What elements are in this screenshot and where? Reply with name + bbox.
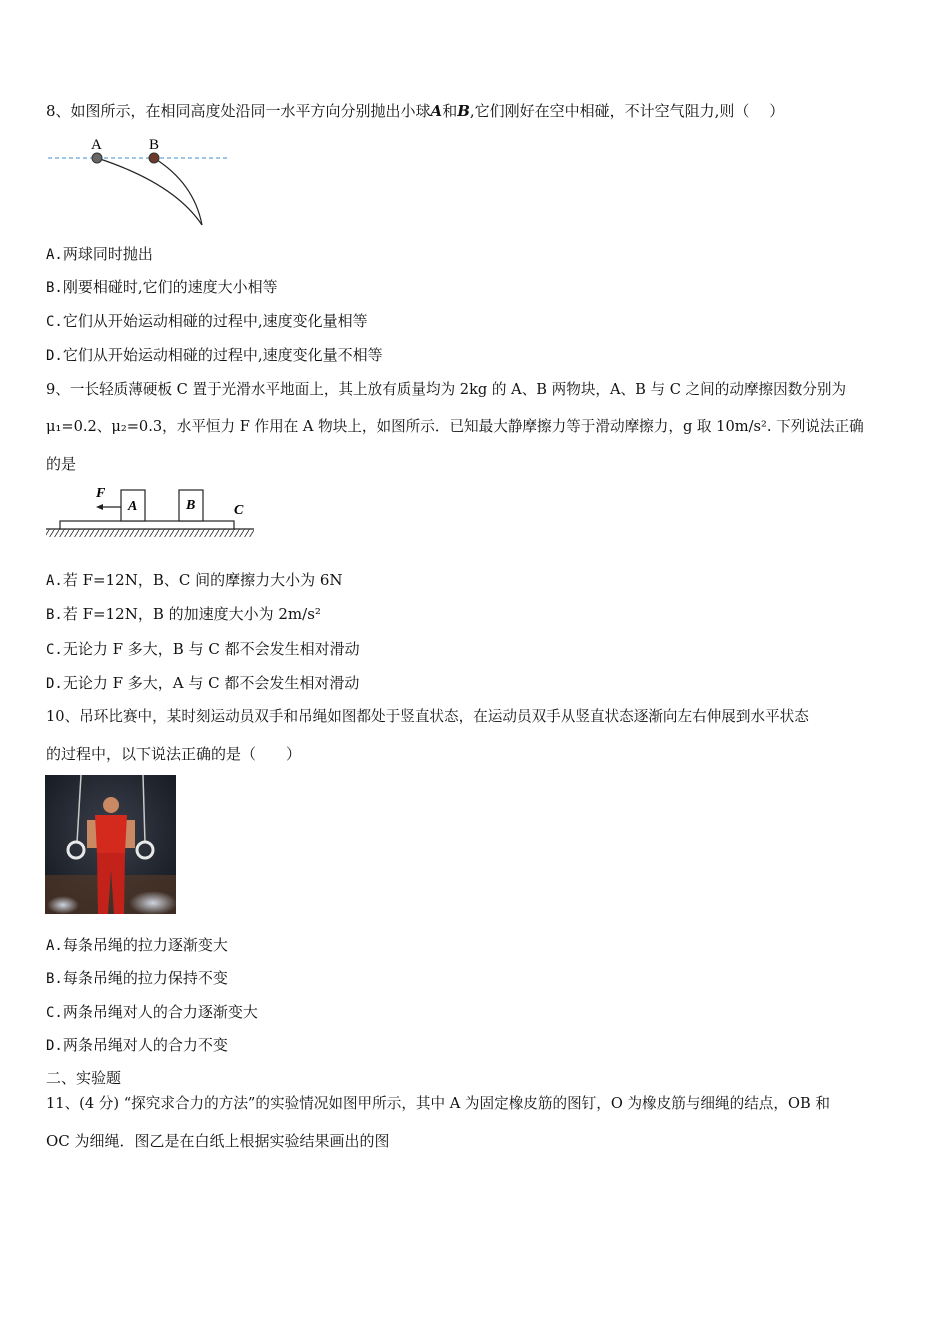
q8-label-b: B bbox=[149, 137, 160, 153]
q9-board-c bbox=[60, 521, 234, 529]
q10-gymnast-photo bbox=[45, 775, 176, 914]
q10-option-a bbox=[46, 935, 228, 956]
q9-stem-line1: 9、一长轻质薄硬板 C 置于光滑水平地面上，其上放有质量均为 2kg 的 A、B 两物块，A、B 与 C 之间的动摩擦因数分别为 bbox=[46, 381, 847, 398]
q10-option-a-text: 每条吊绳的拉力逐渐变大 bbox=[62, 936, 228, 954]
q8-option-b bbox=[46, 277, 278, 298]
q9-ground-hatch bbox=[46, 529, 254, 537]
q8-option-c-key: C. bbox=[46, 314, 63, 330]
q9-option-c bbox=[46, 639, 360, 660]
q8-option-a bbox=[46, 244, 153, 265]
q10-option-d bbox=[46, 1035, 228, 1056]
q8-ball-b bbox=[149, 153, 159, 163]
q8-stem-rest: ,它们刚好在空中相碰，不计空气阻力,则（ ） bbox=[469, 102, 785, 120]
q9-option-b-text: 若 F=12N，B 的加速度大小为 2m/s² bbox=[62, 605, 321, 623]
q8-stem-b: B bbox=[457, 102, 470, 120]
q9-option-a-text: 若 F=12N，B、C 间的摩擦力大小为 6N bbox=[62, 571, 343, 589]
q8-stem-a: A bbox=[430, 102, 443, 120]
q9-stem-line2: μ₁=0.2、μ₂=0.3，水平恒力 F 作用在 A 物块上，如图所示．已知最大静摩擦力等于滑动摩擦力，g 取 10m/s². 下列说法正确 bbox=[46, 418, 864, 435]
q8-option-d-key: D. bbox=[46, 348, 63, 364]
q9-label-f: F bbox=[96, 486, 106, 501]
q10-option-c-key: C. bbox=[46, 1005, 63, 1021]
q9-figure bbox=[44, 482, 258, 544]
q8-option-b-text: 刚要相碰时,它们的速度大小相等 bbox=[62, 278, 278, 296]
q10-option-d-text: 两条吊绳对人的合力不变 bbox=[62, 1036, 228, 1054]
q9-option-b-key: B. bbox=[46, 607, 63, 623]
q9-option-c-key: C. bbox=[46, 642, 63, 658]
q8-label-a: A bbox=[91, 137, 102, 153]
q9-stem-line3: 的是 bbox=[46, 455, 77, 473]
q9-option-c-text: 无论力 F 多大，B 与 C 都不会发生相对滑动 bbox=[62, 640, 360, 658]
q9-label-a: A bbox=[128, 499, 138, 514]
q11-stem-line1: 11、(4 分) “探究求合力的方法”的实验情况如图甲所示，其中 A 为固定橡皮筋的图钉，O 为橡皮筋与细绳的结点，OB 和 bbox=[46, 1095, 830, 1112]
q8-ball-a bbox=[92, 153, 102, 163]
q8-figure bbox=[44, 133, 244, 229]
q8-option-c bbox=[46, 311, 368, 332]
q9-option-d-key: D. bbox=[46, 676, 63, 692]
q8-stem bbox=[46, 101, 784, 121]
q9-option-b bbox=[46, 604, 321, 625]
q9-label-b: B bbox=[186, 498, 196, 513]
q8-trajectory-a bbox=[97, 158, 202, 225]
q9-option-d-text: 无论力 F 多大，A 与 C 都不会发生相对滑动 bbox=[62, 674, 360, 692]
q8-option-d bbox=[46, 345, 383, 366]
q10-stem-line1: 10、吊环比赛中，某时刻运动员双手和吊绳如图都处于竖直状态，在运动员双手从竖直状态逐渐向左右伸展到水平状态 bbox=[46, 708, 809, 725]
q9-force-arrowhead bbox=[96, 504, 103, 510]
q9-option-d bbox=[46, 673, 359, 694]
q10-option-d-key: D. bbox=[46, 1038, 63, 1054]
q11-stem-line2: OC 为细绳．图乙是在白纸上根据实验结果画出的图 bbox=[46, 1132, 390, 1150]
q8-option-a-key: A. bbox=[46, 247, 63, 263]
q8-stem-and: 和 bbox=[442, 102, 458, 120]
q10-option-b-text: 每条吊绳的拉力保持不变 bbox=[62, 969, 228, 987]
q8-option-d-text: 它们从开始运动相碰的过程中,速度变化量不相等 bbox=[62, 346, 383, 364]
q8-option-a-text: 两球同时抛出 bbox=[62, 245, 153, 263]
q8-option-c-text: 它们从开始运动相碰的过程中,速度变化量相等 bbox=[62, 312, 368, 330]
q10-stem-line2: 的过程中，以下说法正确的是（ ） bbox=[46, 745, 302, 763]
section-title: 二、实验题 bbox=[46, 1069, 122, 1087]
q9-label-c: C bbox=[234, 503, 244, 518]
q10-option-b-key: B. bbox=[46, 971, 63, 987]
q10-option-c-text: 两条吊绳对人的合力逐渐变大 bbox=[62, 1003, 258, 1021]
q9-option-a-key: A. bbox=[46, 573, 63, 589]
q10-option-a-key: A. bbox=[46, 938, 63, 954]
q10-option-b bbox=[46, 968, 228, 989]
q8-option-b-key: B. bbox=[46, 280, 63, 296]
q8-stem-text: 8、如图所示，在相同高度处沿同一水平方向分别抛出小球 bbox=[46, 102, 431, 120]
q9-option-a bbox=[46, 570, 343, 591]
q10-option-c bbox=[46, 1002, 258, 1023]
